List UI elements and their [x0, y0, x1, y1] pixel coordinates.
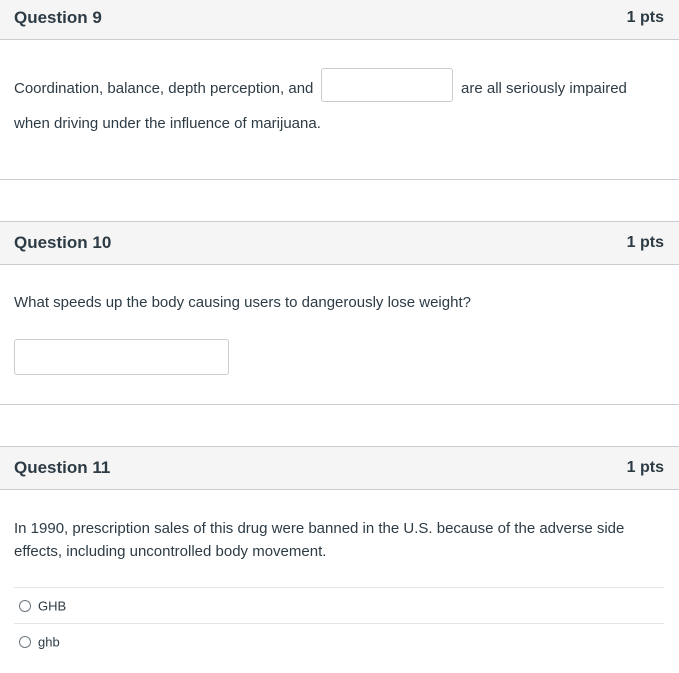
question-title: Question 11	[14, 458, 111, 477]
question-body	[0, 265, 679, 405]
question-points: 1 pts	[626, 234, 664, 251]
question-header	[0, 446, 679, 490]
question-header	[0, 221, 679, 265]
answer-option-label: ghb	[38, 634, 60, 649]
question-title: Question 10	[14, 233, 112, 252]
answer-option-label: GHB	[38, 598, 67, 613]
question-points: 1 pts	[626, 459, 664, 476]
answer-option[interactable]	[14, 623, 664, 659]
question-body	[0, 490, 679, 673]
radio-button[interactable]	[19, 600, 31, 612]
question-body	[0, 40, 679, 180]
question-header	[0, 0, 679, 40]
question-text-line1: In 1990, prescription sales of this drug were banned in the U.S. because of the adverse side	[14, 520, 625, 537]
question-points: 1 pts	[626, 8, 664, 26]
question-text-part2: are all seriously impaired	[461, 80, 627, 97]
radio-button[interactable]	[19, 636, 31, 648]
question-11	[0, 446, 679, 673]
question-text: What speeds up the body causing users to dangerously lose weight?	[14, 294, 471, 311]
question-9	[0, 0, 679, 180]
question-text-line2: effects, including uncontrolled body movement.	[14, 543, 327, 560]
question-text-part1: Coordination, balance, depth perception, and	[14, 80, 314, 97]
question-10	[0, 221, 679, 405]
question-title: Question 9	[14, 7, 102, 27]
answer-option[interactable]	[14, 587, 664, 623]
answer-input[interactable]	[14, 339, 229, 375]
question-text-line2: when driving under the influence of marijuana.	[14, 115, 321, 132]
fill-in-blank-input[interactable]	[321, 68, 453, 102]
